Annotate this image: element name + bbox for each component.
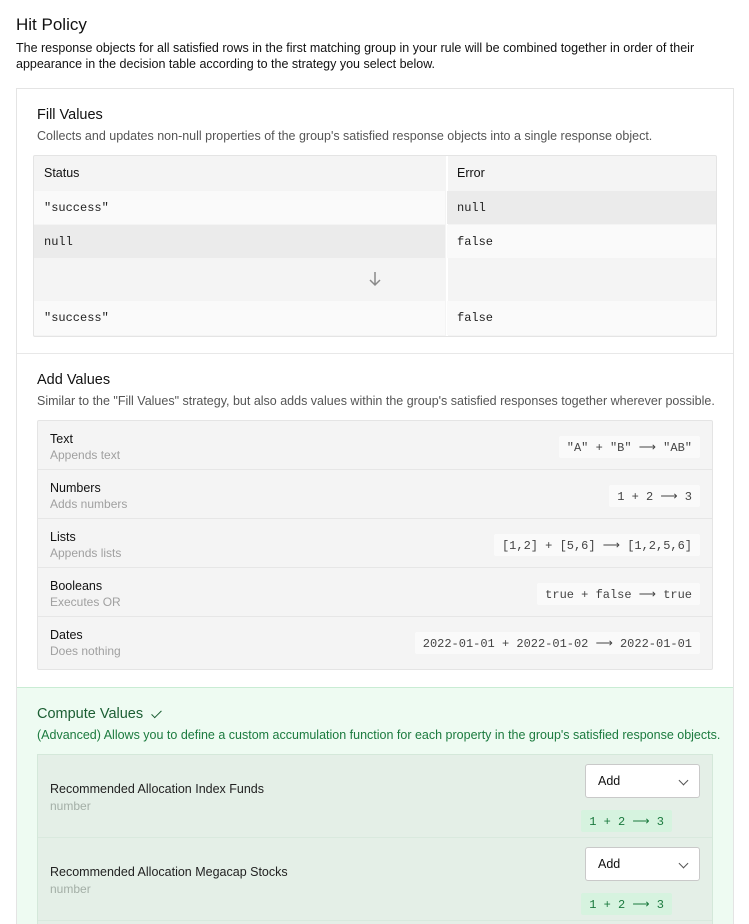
- list-item: [38, 568, 712, 617]
- chevron-down-icon: [679, 776, 689, 786]
- list-item: [38, 617, 712, 666]
- property-example: 1 + 2 ⟶ 3: [581, 893, 672, 915]
- fill-values-example-table: [33, 155, 717, 337]
- rule-example: 2022-01-01 + 2022-01-02 ⟶ 2022-01-01: [415, 632, 700, 654]
- list-item: [38, 838, 712, 921]
- rule-sublabel: Does nothing: [50, 644, 121, 658]
- compute-values-title-text: Compute Values: [37, 706, 144, 722]
- chevron-down-icon: [679, 859, 689, 869]
- rule-sublabel: Executes OR: [50, 595, 121, 609]
- rule-label: Text: [50, 432, 73, 446]
- page-title: Hit Policy: [16, 15, 87, 34]
- compute-values-title: [37, 706, 163, 722]
- rule-sublabel: Adds numbers: [50, 497, 128, 511]
- add-values-description: Similar to the "Fill Values" strategy, but also adds values within the group's satisfied responses together wherever possible.: [37, 394, 715, 408]
- hit-policy-options: [16, 88, 734, 924]
- arrow-down-icon: [34, 259, 716, 299]
- property-type: number: [50, 799, 91, 813]
- table-cell: "success": [34, 191, 445, 224]
- compute-values-option[interactable]: [17, 687, 733, 924]
- rule-sublabel: Appends text: [50, 448, 121, 462]
- add-values-rules-list: [37, 420, 713, 670]
- rule-sublabel: Appends lists: [50, 546, 122, 560]
- list-item: [38, 421, 712, 470]
- property-type: number: [50, 882, 91, 896]
- accumulation-function-select[interactable]: [585, 847, 700, 881]
- compute-properties-list: [37, 754, 713, 924]
- add-values-title: Add Values: [37, 372, 111, 388]
- fill-values-description: Collects and updates non-null properties of the group's satisfied response objects into a single response object.: [37, 129, 653, 143]
- rule-label: Numbers: [50, 481, 101, 495]
- table-cell: null: [34, 225, 445, 258]
- rule-label: Booleans: [50, 579, 103, 593]
- column-header-status: Status: [44, 166, 80, 180]
- rule-example: 1 + 2 ⟶ 3: [609, 485, 700, 507]
- rule-label: Lists: [50, 530, 76, 544]
- table-cell: null: [447, 191, 716, 224]
- property-label: Recommended Allocation Index Funds: [50, 782, 265, 796]
- column-header-error: Error: [457, 166, 485, 180]
- compute-values-description: (Advanced) Allows you to define a custom accumulation function for each property in the group's satisfied response objects.: [37, 728, 721, 742]
- rule-label: Dates: [50, 628, 83, 642]
- add-values-option[interactable]: [17, 354, 733, 687]
- result-cell: "success": [34, 301, 445, 335]
- fill-values-title: Fill Values: [37, 107, 103, 123]
- list-item: [38, 470, 712, 519]
- list-item: [38, 519, 712, 568]
- select-value: Add: [598, 774, 621, 788]
- list-item: [38, 755, 712, 838]
- table-cell: false: [447, 225, 716, 258]
- select-value: Add: [598, 857, 621, 871]
- rule-example: [1,2] + [5,6] ⟶ [1,2,5,6]: [494, 534, 700, 556]
- rule-example: "A" + "B" ⟶ "AB": [559, 436, 700, 458]
- check-icon: [151, 708, 163, 720]
- fill-values-option[interactable]: [17, 89, 733, 354]
- page-description: The response objects for all satisfied rows in the first matching group in your rule will be combined together in order of their appearance in the decision table according to the strategy you select below.: [16, 41, 695, 71]
- rule-example: true + false ⟶ true: [537, 583, 700, 605]
- property-example: 1 + 2 ⟶ 3: [581, 810, 672, 832]
- property-label: Recommended Allocation Megacap Stocks: [50, 865, 288, 879]
- accumulation-function-select[interactable]: [585, 764, 700, 798]
- result-cell: false: [447, 301, 716, 335]
